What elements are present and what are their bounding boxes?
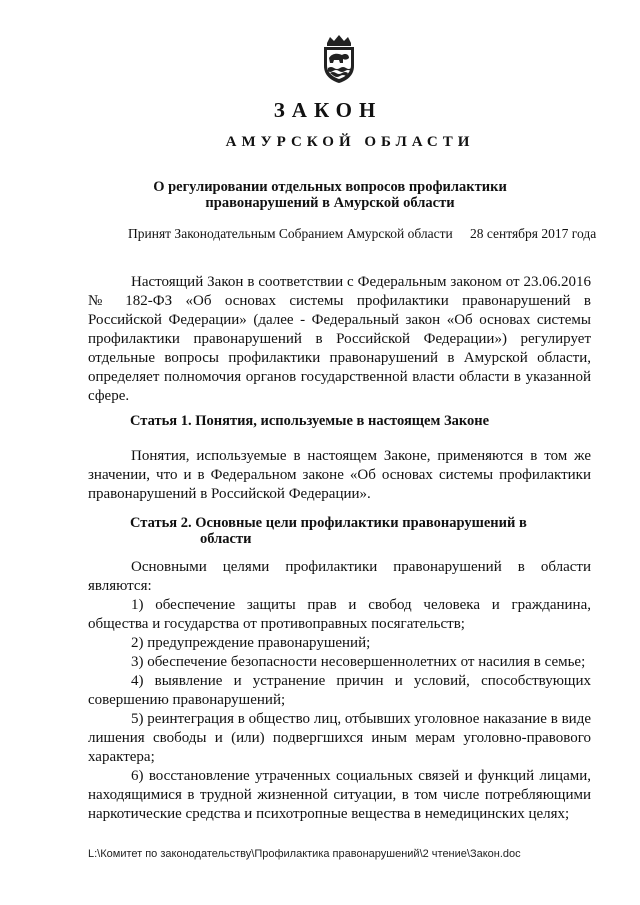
list-item: 2) предупреждение правонарушений; [131, 635, 371, 651]
list-item: 6) восстановление утраченных социальных связей и функций лицами, находящимися в трудной жизненной ситуации, в том числе потребляющими наркотические средства и психотропные вещества в немедицинских целях; [88, 768, 591, 822]
article-2-heading [130, 515, 570, 547]
article-2-heading-line-1: Статья 2. Основные цели профилактики правонарушений в [130, 515, 527, 531]
article-1-text: Понятия, используемые в настоящем Законе, применяются в том же значении, что и в Федеральном законе «Об основах системы профилактики правонарушений в Российской Федерации». [88, 448, 591, 502]
list-item: 1) обеспечение защиты прав и свобод человека и гражданина, общества и государства от противоправных посягательств; [88, 597, 591, 632]
article-2-body [88, 558, 591, 824]
article-2-intro: Основными целями профилактики правонарушений в области являются: [88, 559, 591, 594]
preamble-text: Настоящий Закон в соответствии с Федеральным законом от 23.06.2016 № 182-ФЗ «Об основах системы профилактики правонарушений в Российской Федерации» (далее - Федеральный закон «Об основах системы профилактики правонарушений в Российской Федерации») регулирует отдельные вопросы профилактики правонарушений в Амурской области, определяет полномочия органов государственной власти области в указанной сфере. [88, 274, 591, 404]
article-1-heading: Статья 1. Понятия, используемые в настоящем Законе [130, 413, 490, 429]
law-subject [120, 179, 540, 211]
list-item: 5) реинтеграция в общество лиц, отбывших уголовное наказание в виде лишения свободы и (или) подвергшихся иным мерам уголовно-правового характера; [88, 711, 591, 765]
adopted-date: 28 сентября 2017 года [470, 226, 597, 241]
adopted-by: Принят Законодательным Собранием Амурской области [128, 226, 453, 241]
law-subject-line-2: правонарушений в Амурской области [205, 195, 455, 211]
law-title: ЗАКОН [273, 98, 383, 122]
list-item: 4) выявление и устранение причин и условий, способствующих совершению правонарушений; [88, 673, 591, 708]
region-title: АМУРСКОЙ ОБЛАСТИ [225, 134, 475, 150]
list-item: 3) обеспечение безопасности несовершеннолетних от насилия в семье; [131, 654, 586, 670]
law-subject-line-1: О регулировании отдельных вопросов профилактики [153, 179, 507, 195]
article-2-heading-line-2: области [200, 531, 252, 547]
file-path-footer: L:\Комитет по законодательству\Профилактика правонарушений\2 чтение\Закон.doc [88, 848, 521, 860]
article-1-body [88, 447, 591, 504]
coat-of-arms-icon [318, 34, 360, 84]
preamble [88, 273, 591, 406]
